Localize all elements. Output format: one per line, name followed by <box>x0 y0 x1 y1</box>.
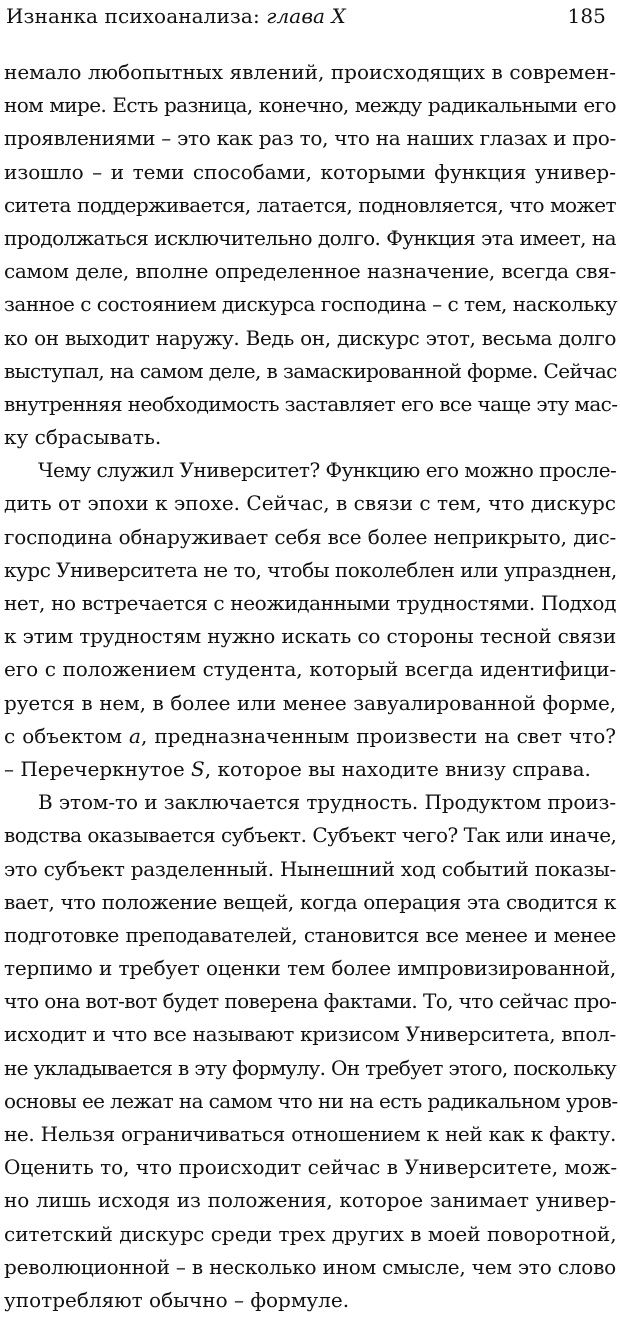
line-segment: , предназначенным произвести на свет что? <box>140 723 616 748</box>
text-line: революционной – в несколько ином смысле, чем это слово <box>4 1254 616 1279</box>
text-line-with-barred-s <box>4 753 616 786</box>
text-line: Оценить то, что происходит сейчас в Университете, мож- <box>4 1155 618 1180</box>
text-line: терпимо и требует оценки тем более импровизированной, <box>4 956 616 981</box>
text-line: внутренняя необходимость заставляет его все чаще эту мас- <box>4 391 618 416</box>
text-line: водства оказывается субъект. Субъект чего? Так или иначе, <box>4 823 617 848</box>
text-line: курс Университета не то, чтобы поколеблен или упразднен, <box>4 557 617 582</box>
body-text <box>4 56 616 1317</box>
text-line: самом деле, вполне определенное назначение, всегда свя- <box>4 259 616 284</box>
text-line: не. Нельзя ограничиваться отношением к ней как к факту. <box>4 1122 616 1146</box>
book-title: Изнанка психоанализа: <box>6 4 260 28</box>
running-head-title <box>6 2 346 30</box>
line-segment: , которое вы находите внизу справа. <box>204 756 591 781</box>
text-line: его с положением студента, который всегда идентифици- <box>4 657 616 682</box>
text-line: дить от эпохи к эпохе. Сейчас, в связи с тем, что дискурс <box>4 491 616 516</box>
text-line: нет, но встречается с неожиданными трудностями. Подход <box>4 591 616 615</box>
text-line: но лишь исходя из положения, которое занимает универ- <box>4 1188 616 1213</box>
text-line: немало любопытных явлений, происходящих в современ- <box>4 60 616 84</box>
text-line: подготовке преподавателей, становится все менее и менее <box>4 922 616 947</box>
text-line: руется в нем, в более или менее завуалированной форме, <box>4 690 616 715</box>
text-line: исходит и что все называют кризисом Университета, впол- <box>4 1022 616 1047</box>
text-line-with-object-a <box>4 720 616 753</box>
text-line: ситетский дискурс среди трех других в моей поворотной, <box>4 1221 617 1246</box>
paragraph-3 <box>4 786 616 1317</box>
running-head <box>6 2 606 30</box>
text-line: проявлениями – это как раз то, что на наших глазах и про- <box>4 126 616 151</box>
text-line: вает, что положение вещей, когда операция эта сводится к <box>4 889 616 914</box>
text-line: выступал, на самом деле, в замаскированной форме. Сейчас <box>4 358 617 383</box>
text-line: это субъект разделенный. Нынешний ход событий показы- <box>4 856 616 881</box>
text-line: употребляют обычно – формуле. <box>4 1287 350 1312</box>
text-line: ко он выходит наружу. Ведь он, дискурс этот, весьма долго <box>4 325 616 350</box>
text-line: не укладывается в эту формулу. Он требует этого, поскольку <box>4 1055 616 1080</box>
page-number: 185 <box>567 4 606 28</box>
text-line: господина обнаруживает себя все более неприкрыто, дис- <box>4 524 616 549</box>
text-line: основы ее лежат на самом что ни на есть радикальном уров- <box>4 1088 618 1113</box>
text-line: изошло – и теми способами, которыми функция универ- <box>4 159 616 184</box>
text-line: ку сбрасывать. <box>4 425 162 450</box>
text-line: ном мире. Есть разница, конечно, между радикальными его <box>4 93 616 118</box>
object-a-symbol: a <box>129 723 141 748</box>
text-line: что она вот-вот будет поверена фактами. То, что сейчас про- <box>4 989 617 1014</box>
text-line: занное с состоянием дискурса господина – с тем, наскольку <box>4 292 618 317</box>
text-line: В этом-то и заключается трудность. Продуктом произ- <box>38 790 616 815</box>
text-line: к этим трудностям нужно искать со стороны тесной связи <box>4 624 616 649</box>
paragraph-2 <box>4 454 616 786</box>
line-segment: – Перечеркнутое <box>4 756 192 781</box>
text-line: продолжаться исключительно долго. Функция эта имеет, на <box>4 225 616 250</box>
chapter-label: глава X <box>266 4 346 28</box>
barred-s-symbol: S <box>191 756 205 781</box>
text-line: ситета поддерживается, латается, подновляется, что может <box>4 192 616 217</box>
text-line: Чему служил Университет? Функцию его можно просле- <box>38 458 617 483</box>
paragraph-1 <box>4 56 616 454</box>
line-segment: с объектом <box>4 723 130 748</box>
